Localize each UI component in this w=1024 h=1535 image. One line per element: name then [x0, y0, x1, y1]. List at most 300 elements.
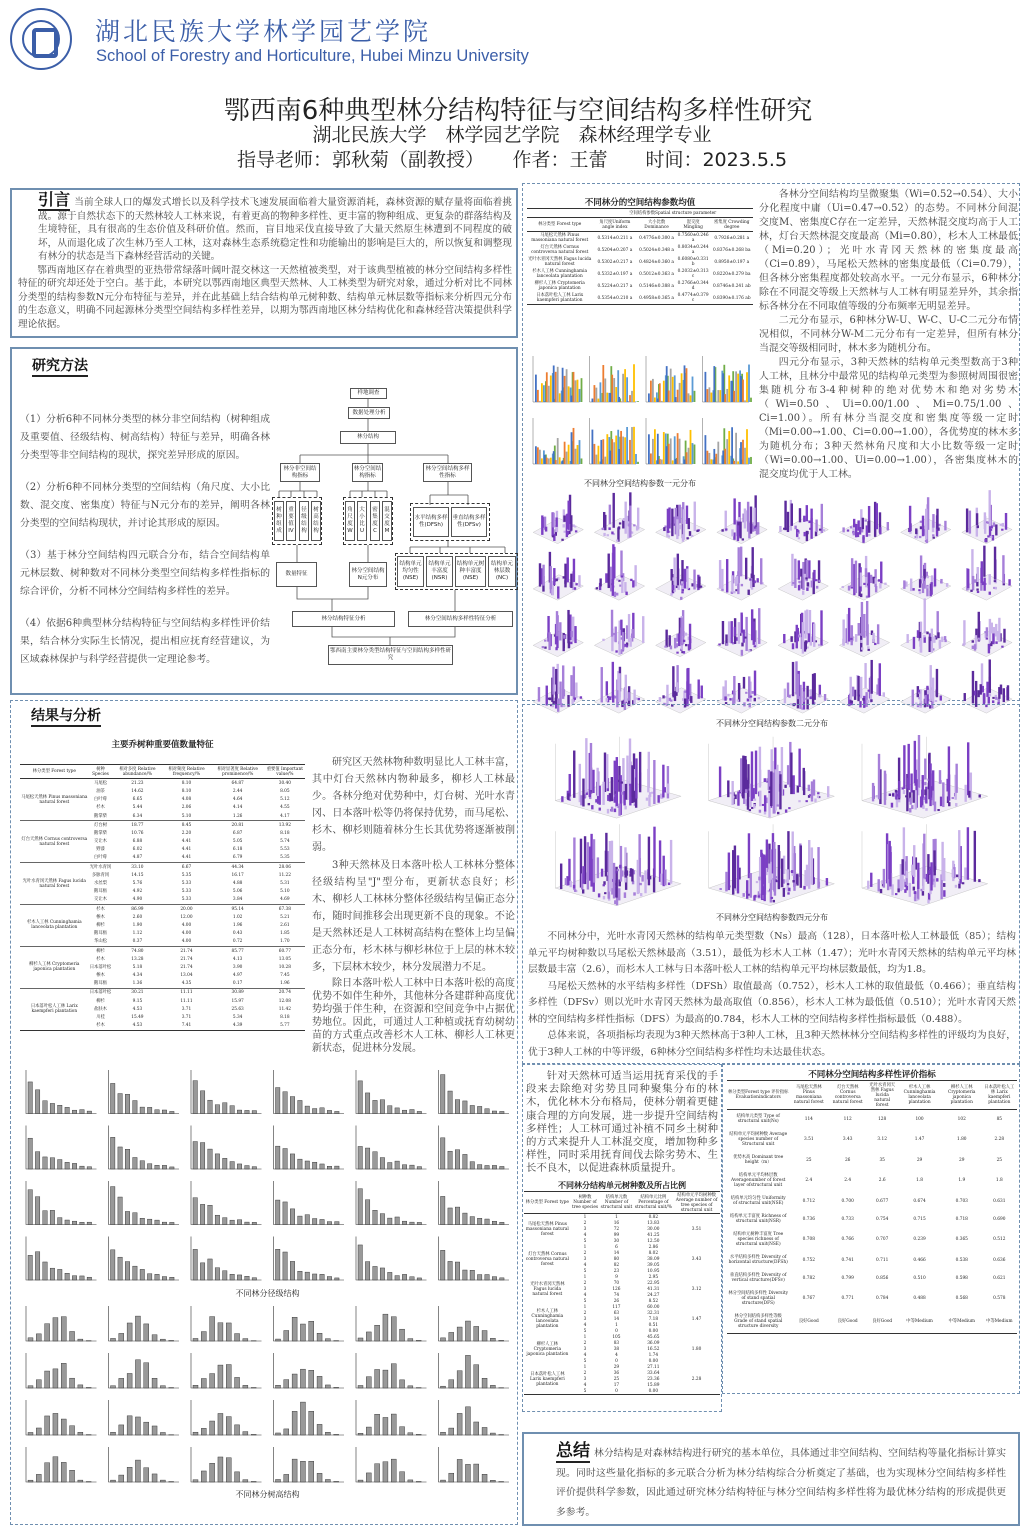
school-name-en: School of Forestry and Horticulture, Hubei Minzu University — [96, 47, 529, 65]
table-cell: 1.26 — [232, 813, 243, 819]
figure-panel — [439, 1447, 510, 1482]
table-cell: 11.42 — [278, 1006, 292, 1012]
table-cell: 4.08 — [181, 797, 192, 803]
table-cell: 0.767 — [802, 1296, 815, 1302]
figure-panel — [191, 1070, 262, 1114]
table-cell: 14 — [613, 1316, 620, 1322]
table-row — [20, 946, 305, 955]
table-row — [727, 1269, 1017, 1287]
figure-panel — [709, 824, 835, 905]
table-cell: 多脉青冈 — [91, 872, 110, 878]
figure-panel — [533, 356, 582, 402]
table-cell: 24.27 — [647, 1292, 660, 1298]
table-cell: 1 — [615, 1214, 618, 1220]
table-cell: 0.365 — [955, 1237, 968, 1243]
mean-table-block — [527, 196, 753, 305]
figure-panel — [26, 1306, 97, 1341]
avg-species-cell: 2.28 — [691, 1376, 702, 1382]
table-cell: 0.5024±0.348 a — [639, 247, 674, 253]
table-cell: 4.14 — [232, 805, 243, 811]
results-paragraph: 研究区天然林物种数明显比人工林丰富，其中灯台天然林内物种最多，柳杉人工林最少。各林分绝对优势种中，灯台树、光叶水青冈、日本落叶松等仍将保持优势，而马尾松、杉木、柳杉则随着林分生长其优势将逐渐被削弱。 — [312, 757, 515, 853]
table-cell: 0.733 — [841, 1216, 854, 1222]
figure-panel — [191, 1306, 262, 1341]
table-cell: 2 — [583, 1370, 587, 1376]
table-cell: 0.715 — [913, 1216, 926, 1222]
table-cell: 0.8034±0.244 a — [677, 245, 709, 256]
table-cell: 4 — [583, 1322, 587, 1328]
importance-table — [20, 764, 305, 1031]
table-cell: 1.96 — [232, 922, 243, 928]
table-header: 柳杉人工林 Cryptomeria japonica plantation — [948, 1085, 976, 1106]
diversity-evaluation-table — [727, 1080, 1017, 1334]
table-cell: 0.488 — [913, 1296, 926, 1302]
table-cell: 0.00 — [648, 1388, 659, 1394]
table-cell: 鹅掌柴 — [94, 813, 107, 819]
table-row — [727, 1151, 1017, 1169]
table-cell: 0.754 — [876, 1216, 889, 1222]
table-cell: 36 — [613, 1370, 620, 1376]
figure-panel — [356, 1447, 427, 1482]
table-cell: 良好Good — [798, 1319, 819, 1325]
figure-panels — [527, 352, 753, 476]
table-cell: 4.13 — [232, 956, 243, 962]
flow-item: 结构单元均匀性(NSE) — [397, 556, 424, 587]
flow-diversity: 林分空间结构多样性指标 — [423, 463, 472, 482]
table-cell: 16.17 — [231, 872, 244, 878]
table-cell: 4.35 — [181, 981, 192, 987]
summary-heading: 总结 — [556, 1441, 591, 1461]
table-cell: 垂直结构多样性 Diversity of vertical structure(DFSv) — [729, 1273, 787, 1284]
table-cell: 0.5204±0.207 a — [597, 247, 633, 253]
flow-processing: 数据处理分析 — [348, 407, 390, 419]
table-cell: 10.95 — [647, 1268, 660, 1274]
table-cell: 3 — [583, 1286, 587, 1292]
flow-final: 鄂西南主要林分类型结构特征与空间结构多样性研究 — [328, 645, 453, 665]
importance-table-title: 主要乔树种重要值数量特征 — [111, 740, 214, 750]
table-cell: 13.83 — [647, 1220, 660, 1226]
table-cell: 杉木 — [96, 1023, 105, 1029]
table-cell: 3.90 — [232, 964, 243, 970]
table-cell: 20.00 — [180, 906, 193, 912]
flow-item: 结构单元树种丰富度(NSE) — [455, 556, 486, 587]
university-logo — [10, 8, 72, 70]
table-cell: 灯台天然林 Cornus controversa natural forest — [531, 245, 589, 256]
table-cell: 2.06 — [181, 805, 192, 811]
table-cell: 1.47 — [914, 1137, 925, 1143]
table-cell: 0.43 — [232, 931, 243, 937]
table-header: 角尺度Uniform angle index — [599, 219, 631, 230]
table-cell: 3.51 — [804, 1137, 814, 1143]
table-cell: 29 — [613, 1364, 620, 1370]
table-cell: 23 — [613, 1268, 620, 1274]
table-cell: 7.45 — [280, 973, 290, 979]
table-row — [727, 1228, 1017, 1251]
table-cell: 林分空间结构多样性 Diversity of stand spatial structure(DFS) — [728, 1291, 789, 1307]
table-cell: 4 — [615, 1352, 618, 1358]
table-cell: 柳杉 — [96, 922, 105, 928]
flow-analysis-diversity: 林分空间结构多样性特征分析 — [408, 611, 513, 627]
forest-type-cell: 光叶水青冈天然林 Fagus lucida natural forest — [22, 878, 86, 889]
table-cell: 檫木 — [96, 973, 105, 979]
figure-panel — [533, 418, 582, 464]
flow-analysis-structure: 林分结构特征分析 — [292, 611, 395, 627]
table-row — [20, 821, 305, 830]
figure-panel — [439, 1306, 510, 1341]
table-cell: 0.784 — [876, 1296, 889, 1302]
table-cell: 85 — [996, 1116, 1003, 1122]
figure-panel — [594, 610, 644, 657]
table-header: 林分类型 Forest type — [525, 1200, 569, 1205]
table-cell: 光叶水青冈天然林 Fagus lucida natural forest — [528, 257, 592, 268]
table-cell: 4.41 — [181, 839, 192, 845]
suggestion-paragraph: 针对天然林可适当运用抚育采伐的手段来去除绝对劣势且同种聚集分布的林木，优化林木分布格局，使林分朝着更健康合理的方向发展，进一步提升空间结构多样性；人工林可通过补植不同乡土树种的方式来提升人工林混交度，增加物种多样性，同时采用抚育间伐去除劣势木、生长不良木，以促进森林质量提升。 — [526, 1070, 718, 1175]
table-cell: 4.17 — [280, 813, 290, 819]
table-cell: 0.5314±0.211 a — [597, 235, 633, 241]
affiliation: 湖北民族大学 林学园艺学院 森林经理学专业 — [312, 124, 712, 146]
table-cell: 27.11 — [647, 1364, 660, 1370]
table-cell: 日本落叶松 — [89, 990, 112, 996]
table-cell: 3.43 — [842, 1137, 853, 1143]
table-cell: 灯台树 — [94, 822, 107, 828]
table-cell: 0 — [615, 1328, 618, 1334]
figure-panel — [109, 1400, 180, 1435]
table-cell: 12.08 — [278, 998, 292, 1004]
figure-panel — [533, 610, 583, 657]
table-cell: 6.87 — [232, 830, 243, 836]
intro-content — [18, 190, 512, 331]
table-cell: 4.97 — [232, 973, 243, 979]
table-cell: 100 — [915, 1116, 924, 1122]
table-cell: 0.2032±0.313 c — [677, 269, 709, 280]
figure-panel — [439, 1070, 510, 1114]
figure-panel — [439, 1181, 510, 1225]
table-cell: 21.23 — [131, 780, 144, 786]
figure-panel — [356, 1070, 427, 1114]
figure-panel — [439, 1353, 510, 1388]
table-header: 结构单元数 Number of structural unit — [600, 1195, 633, 1210]
table-row — [527, 280, 753, 292]
table-cell: 结构单元丰富度 Richness of structural unit(NSR) — [729, 1214, 787, 1225]
figure-panel — [26, 1353, 97, 1388]
table-cell: 4.53 — [132, 1006, 143, 1012]
flow-survey: 样地调查 — [350, 388, 387, 399]
table-cell: 马尾松 — [94, 780, 107, 786]
dbh-structure-figure — [20, 1066, 515, 1288]
table-cell: 白叶莓 — [94, 797, 107, 803]
figure-panel — [109, 1306, 180, 1341]
table-cell: 0.82 — [648, 1214, 659, 1220]
table-cell: 1 — [583, 1364, 587, 1370]
table-cell: 5.44 — [132, 805, 143, 811]
table-cell: 6.18 — [232, 847, 243, 853]
avg-species-cell: 1.80 — [691, 1346, 702, 1352]
table-cell: 8.02 — [648, 1250, 659, 1256]
poster-title: 鄂西南6种典型林分结构特征与空间结构多样性研究 — [223, 96, 813, 126]
table-cell: 0.2766±0.344 d — [677, 281, 709, 292]
figure-panel — [109, 1237, 180, 1281]
summary-text: 林分结构是对森林结构进行研究的基本单位，具体通过非空间结构、空间结构等量化指标计算实现。同时这些量化指标的多元联合分析为林分结构综合分析奠定了基础，也为实现林分空间结构多样性评价提供科学参数，因此通过研究林分结构特征与林分空间结构多样性将为最优林分结构的形成提供更多参考。 — [556, 1448, 1007, 1518]
table-cell: 0.5332±0.197 a — [597, 271, 633, 277]
bivariate-caption: 不同林分空间结构参数二元分布 — [716, 719, 828, 728]
figure-panels — [20, 1302, 515, 1490]
figure-panel — [439, 1400, 510, 1435]
flow-structure: 林分结构 — [340, 431, 396, 444]
figure-panel — [191, 1353, 262, 1388]
flow-item: 结构单元林层数(NC) — [488, 556, 516, 587]
table-cell: 6.02 — [132, 847, 143, 853]
table-cell: 白叶莓 — [94, 855, 107, 861]
table-cell: 结构单元均匀性 Uniformity of structural unit(NSE) — [730, 1196, 786, 1207]
table-cell: 0.538 — [955, 1257, 968, 1263]
figure-panel — [109, 1126, 180, 1170]
table-cell: 4.00 — [181, 931, 192, 937]
flow-item: 树种组成 — [274, 501, 284, 541]
table-header: 重要值 Important value/% — [266, 766, 303, 777]
table-cell: 0.578 — [993, 1296, 1006, 1302]
figure-panel — [555, 824, 681, 905]
table-cell: 80 — [613, 1256, 620, 1262]
table-cell: 结构单元类型 Type of structural unit(Ns) — [736, 1114, 780, 1125]
table-cell: 9.15 — [132, 998, 143, 1004]
table-cell: 0.5012±0.363 a — [639, 271, 674, 277]
table-row — [527, 292, 753, 305]
table-cell: 63 — [613, 1310, 620, 1316]
method-item: （1）分析6种不同林分类型的林分非空间结构（树种组成及重要值、径级结构、树高结构）特征与差异，明确各林分类型等非空间结构的现状，探究差异形成的原因。 — [20, 414, 270, 461]
table-cell: 0.771 — [841, 1296, 854, 1302]
table-cell: 15.89 — [647, 1382, 660, 1388]
table-cell: 0.510 — [913, 1275, 926, 1281]
table-cell: 6.67 — [181, 864, 192, 870]
table-cell: 8.18 — [280, 1015, 290, 1021]
forest-type-cell: 马尾松天然林 Pinus massoniana natural forest — [21, 794, 88, 805]
table-row — [20, 905, 305, 914]
table-cell: 1.70 — [280, 939, 290, 945]
table-cell: 1.02 — [232, 914, 243, 920]
figure-panel — [356, 1181, 427, 1225]
figure-panel — [191, 1447, 262, 1482]
table-row — [527, 232, 753, 245]
table-row — [727, 1210, 1017, 1228]
eval-table-title: 不同林分空间结构多样性评价指标 — [808, 1070, 936, 1080]
table-row — [727, 1169, 1017, 1192]
table-row — [727, 1110, 1017, 1129]
flow-spatial: 林分空间结构指标 — [352, 463, 383, 482]
table-row — [727, 1192, 1017, 1210]
figure-panel — [656, 502, 706, 544]
table-cell: 1 — [583, 1274, 587, 1280]
table-cell: 柳杉 — [96, 948, 105, 954]
authors-line: 指导老师：郭秋菊（副教授） 作者：王蕾 时间：2023.5.5 — [236, 149, 788, 171]
table-cell: 8.05 — [280, 788, 290, 794]
table-cell: 26 — [844, 1157, 851, 1163]
table-row — [527, 268, 753, 280]
table-cell: 13.04 — [180, 973, 193, 979]
table-row — [727, 1128, 1017, 1151]
table-cell: 8.18 — [280, 830, 290, 836]
table-cell: 0.7926±0.281 a — [714, 235, 750, 241]
table-cell: 2.86 — [648, 1244, 659, 1250]
table-cell: 22.95 — [647, 1280, 660, 1286]
figure-panel — [555, 737, 681, 818]
table-cell: 0.712 — [802, 1198, 815, 1204]
figure-panel — [439, 1126, 510, 1170]
table-row — [20, 779, 305, 788]
table-cell: 0.707 — [876, 1237, 889, 1243]
table-cell: 102 — [957, 1116, 966, 1122]
table-cell: 25.63 — [231, 1006, 244, 1012]
table-cell: 18.77 — [131, 822, 144, 828]
table-row — [20, 863, 305, 872]
table-cell: 5.35 — [280, 855, 290, 861]
table-cell: 4 — [583, 1352, 587, 1358]
spatial-right-text — [759, 188, 1018, 482]
table-cell: 2.95 — [648, 1274, 659, 1280]
figure-panel — [901, 497, 951, 543]
table-cell: 16 — [613, 1220, 620, 1226]
flow-n-distribution: 林分空间结构N元分布 — [349, 562, 387, 587]
table-cell: 杉木 — [96, 805, 105, 811]
table-cell: 23.36 — [647, 1376, 660, 1382]
table-cell: 川桂 — [96, 1015, 105, 1021]
table-cell: 2 — [583, 1340, 587, 1346]
univariate-caption: 不同林分空间结构参数一元分布 — [584, 479, 696, 488]
table-cell: 9 — [615, 1274, 618, 1280]
table-row — [527, 244, 753, 256]
figure-panel — [533, 495, 583, 544]
table-cell: 38 — [613, 1346, 620, 1352]
height-figure-caption: 不同林分树高结构 — [235, 1490, 300, 1499]
table-cell: 3 — [583, 1346, 587, 1352]
figure-panel — [356, 1353, 427, 1388]
table-cell: 1.12 — [132, 931, 143, 937]
table-cell: 5 — [583, 1298, 587, 1304]
table-cell: 优势木高 Dominant tree height（m） — [733, 1155, 784, 1166]
table-cell: 21.74 — [180, 964, 193, 970]
importance-table-block — [20, 738, 305, 1031]
table-cell: 15.49 — [131, 1015, 144, 1021]
flow-item: 垂直结构多样性(DFSv) — [451, 507, 487, 537]
table-cell: 1.80 — [956, 1137, 967, 1143]
figure-panel — [862, 735, 988, 818]
figure-panel — [191, 1181, 262, 1225]
forest-type-cell: 光叶水青冈天然林 Fagus lucida natural forest — [530, 1281, 565, 1297]
table-header: 林分类型Forest type 评价指标 Evaluationindicators — [728, 1090, 789, 1101]
table-cell: 0.631 — [993, 1198, 1006, 1204]
table-cell: 41.31 — [647, 1286, 660, 1292]
table-cell: 6.88 — [132, 839, 143, 845]
table-cell: 5.21 — [280, 914, 290, 920]
table-cell: 2.61 — [280, 922, 290, 928]
table-cell: 30.00 — [647, 1226, 660, 1232]
table-cell: 4.39 — [232, 1023, 243, 1029]
table-cell: 良好Good — [837, 1319, 858, 1325]
table-header: 灯台天然林 Cornus controversa natural forest — [832, 1085, 863, 1106]
table-cell: 4.00 — [181, 939, 192, 945]
figure-panel — [962, 490, 1012, 544]
table-cell: 0.8746±0.241 ab — [712, 283, 751, 289]
table-cell: 1.74 — [648, 1352, 659, 1358]
figure-panel — [590, 418, 639, 464]
table-cell: 5.05 — [232, 839, 243, 845]
table-cell: 野漆 — [96, 847, 105, 853]
figure-panel — [26, 1070, 97, 1114]
figure-panel — [839, 556, 889, 600]
table-cell: 41.25 — [647, 1232, 660, 1238]
table-cell: 0.239 — [913, 1237, 926, 1243]
table-cell: 4.41 — [181, 855, 192, 861]
table-cell: 99 — [613, 1232, 620, 1238]
table-cell: 8.10 — [181, 788, 192, 794]
table-cell: 39.05 — [647, 1262, 660, 1268]
table-cell: 鹅掌柴 — [94, 830, 107, 836]
table-cell: 1 — [615, 1322, 618, 1328]
forest-type-cell: 马尾松天然林 Pinus massoniana natural forest — [525, 1221, 569, 1237]
table-cell: 5 — [583, 1238, 587, 1244]
table-cell: 0.7560±0.246 a — [677, 233, 709, 244]
figure-panel — [703, 356, 752, 402]
figure-panel — [778, 500, 828, 544]
figure-panel — [646, 356, 695, 402]
table-cell: 0.8390±0.176 ab — [712, 295, 751, 301]
figure-panel — [594, 492, 644, 543]
table-cell: 4.92 — [132, 889, 143, 895]
method-item: （2）分析6种不同林分类型的空间结构（角尺度、大小比数、混交度、密集度）特征与N元分布的差异，阐明各林分类型的空间结构现状，并讨论其形成的原因。 — [20, 482, 270, 529]
table-cell: 6.79 — [232, 855, 243, 861]
table-cell: 0 — [615, 1358, 618, 1364]
table-cell: 日本落叶松人工林 Larix kaempferi plantation — [536, 293, 584, 304]
table-cell: 25 — [613, 1376, 620, 1382]
table-cell: 15.97 — [231, 998, 244, 1004]
methods-list — [20, 411, 270, 669]
bivariate-distribution-figure — [527, 490, 1017, 716]
table-cell: 4.41 — [181, 847, 192, 853]
table-cell: 林分空间结构多样性等级 Grade of stand spatial structure diversity — [734, 1314, 783, 1330]
table-cell: 3.71 — [181, 1006, 192, 1012]
table-cell: 4.00 — [181, 922, 192, 928]
table-cell: 30.21 — [131, 990, 144, 996]
table-cell: 13.92 — [278, 822, 292, 828]
table-cell: 0.736 — [802, 1216, 815, 1222]
research-flowchart — [270, 355, 520, 675]
table-cell: 4.87 — [132, 855, 143, 861]
table-cell: 5 — [583, 1388, 587, 1394]
figure-panel — [590, 356, 639, 402]
table-cell: 72 — [613, 1226, 620, 1232]
quadrivariate-distribution-figure — [540, 735, 1000, 910]
figure-panel — [356, 1126, 427, 1170]
table-cell: 3.12 — [877, 1137, 887, 1143]
table-cell: 117 — [612, 1304, 621, 1310]
table-cell: 83 — [613, 1340, 620, 1346]
table-cell: 126 — [612, 1286, 621, 1292]
spatial-mean-table — [527, 208, 753, 305]
table-cell: 中等Medium — [948, 1319, 976, 1325]
table-cell: 5.06 — [232, 889, 243, 895]
table-cell: 4.90 — [132, 897, 143, 903]
table-cell: 交让木 — [94, 839, 107, 845]
figure-panel — [656, 554, 706, 601]
table-cell: 21.74 — [180, 948, 193, 954]
table-cell: 1.90 — [132, 922, 143, 928]
table-header: 林分类型 Forest type — [32, 769, 76, 775]
table-cell: 8.10 — [181, 780, 192, 786]
figure-panel — [862, 824, 988, 905]
table-cell: 2.44 — [232, 788, 243, 794]
table-cell: 0.799 — [841, 1275, 854, 1281]
table-cell: 0.466 — [913, 1257, 926, 1263]
figure-panel — [703, 418, 752, 464]
table-cell: 华山松 — [94, 939, 107, 945]
